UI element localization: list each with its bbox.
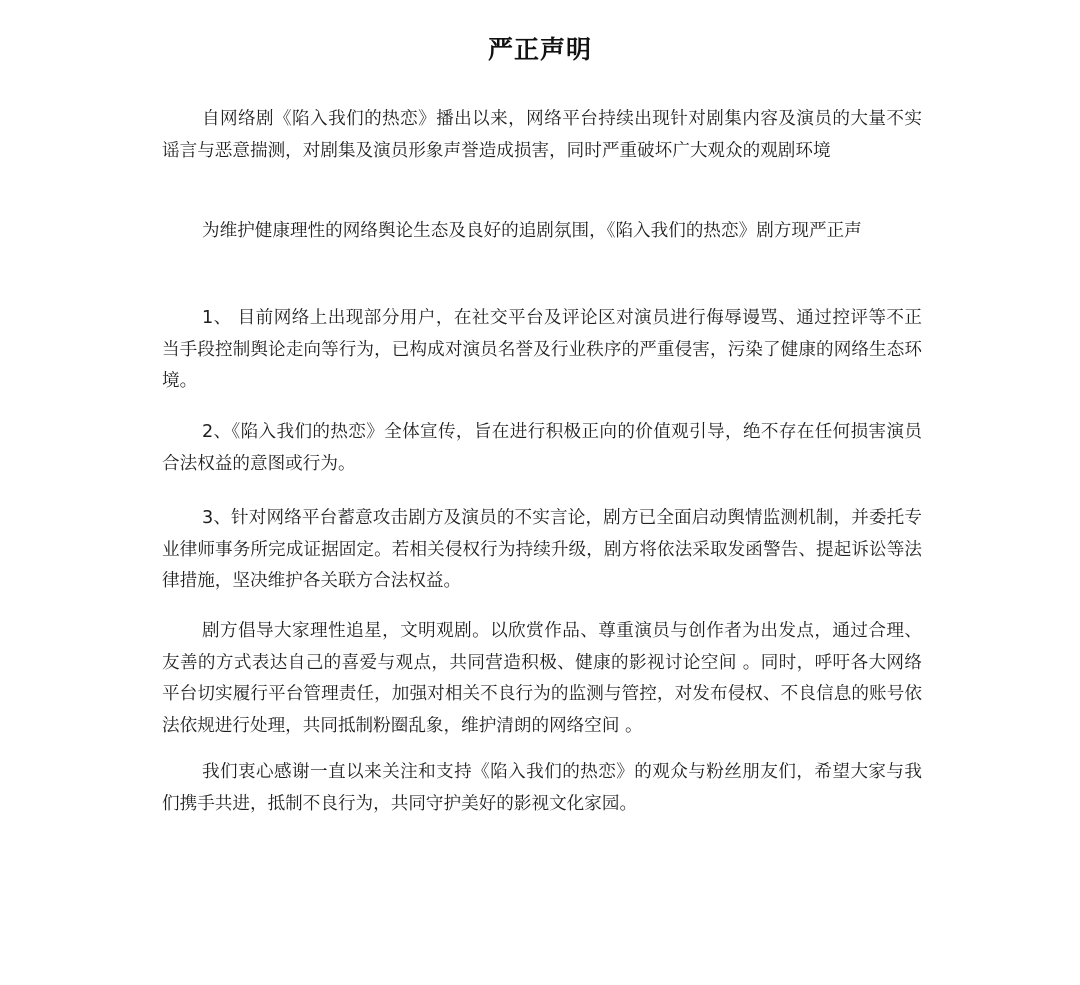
statement-point-2: 2、《陷入我们的热恋》全体宣传，旨在进行积极正向的价值观引导，绝不存在任何损害演员合法权益的意图或行为。 — [162, 422, 922, 474]
statement-point-3: 3、针对网络平台蓄意攻击剧方及演员的不实言论，剧方已全面启动舆情监测机制，并委托专业律师事务所完成证据固定。若相关侵权行为持续升级，剧方将依法采取发函警告、提起诉讼等法律措施，坚决维护各关联方合法权益。 — [162, 508, 922, 591]
statement-paragraph-intro: 自网络剧《陷入我们的热恋》播出以来，网络平台持续出现针对剧集内容及演员的大量不实谣言与恶意揣测，对剧集及演员形象声誉造成损害，同时严重破坏广大观众的观剧环境 — [162, 109, 922, 161]
page-title: 严正声明 — [487, 35, 592, 64]
statement-point-1: 1、 目前网络上出现部分用户，在社交平台及评论区对演员进行侮辱谩骂、通过控评等不正当手段控制舆论走向等行为，已构成对演员名誉及行业秩序的严重侵害，污染了健康的网络生态环境。 — [162, 308, 922, 391]
statement-paragraph-appeal: 剧方倡导大家理性追星，文明观剧。以欣赏作品、尊重演员与创作者为出发点，通过合理、友善的方式表达自己的喜爱与观点，共同营造积极、健康的影视讨论空间 。同时，呼吁各大网络平台切实履行平台管理责任，加强对相关不良行为的监测与管控，对发布侵权、不良信息的账号依法依规进行处理，共同抵制粉圈乱象，维护清朗的网络空间 。 — [162, 621, 922, 736]
statement-paragraph-purpose: 为维护健康理性的网络舆论生态及良好的追剧氛围，《陷入我们的热恋》剧方现严正声 — [202, 221, 862, 241]
statement-paragraph-thanks: 我们衷心感谢一直以来关注和支持《陷入我们的热恋》的观众与粉丝朋友们，希望大家与我们携手共进，抵制不良行为，共同守护美好的影视文化家园。 — [162, 762, 922, 814]
